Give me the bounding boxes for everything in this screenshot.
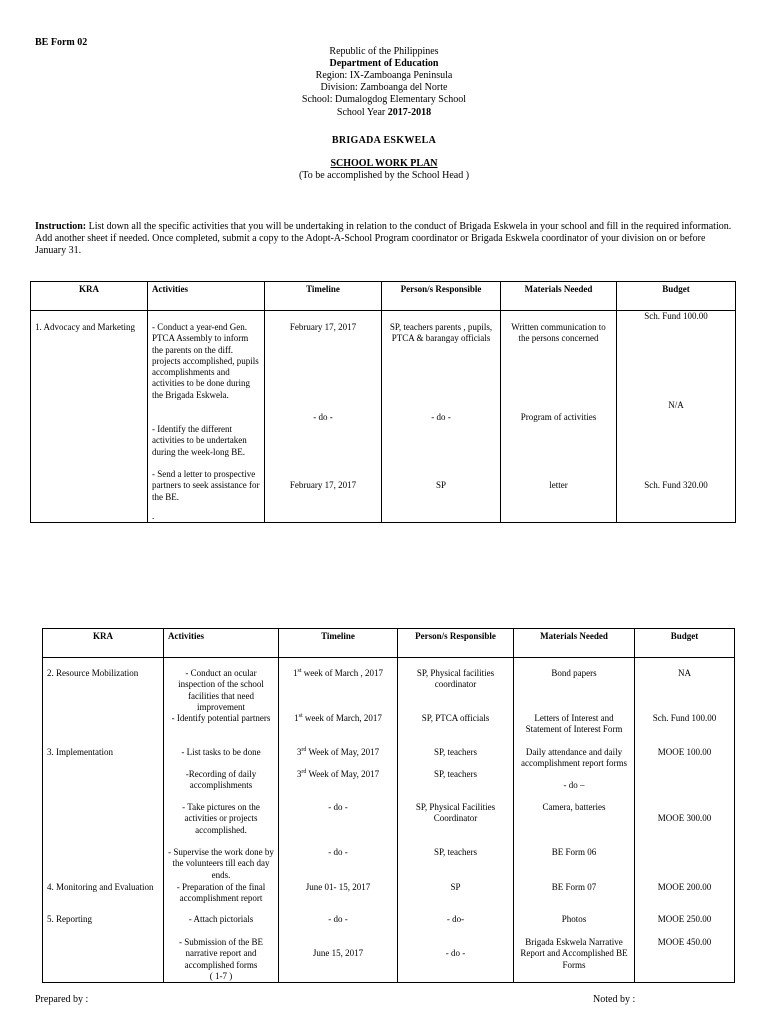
persons-text: SP, teachers <box>434 769 477 779</box>
activity-text: - Identify the different activities to be undertaken during the week-long BE. <box>152 424 247 457</box>
col-timeline: Timeline <box>265 282 382 311</box>
materials-cell <box>501 311 617 523</box>
col-materials: Materials Needed <box>501 282 617 311</box>
persons-cell <box>382 311 501 523</box>
timeline-text: - do - <box>313 412 333 422</box>
col-kra: KRA <box>43 629 164 658</box>
budget-text: MOOE 450.00 <box>657 937 712 947</box>
kra-text: 4. Monitoring and Evaluation <box>47 882 154 892</box>
persons-text: SP, Physical Facilities Coordinator <box>415 802 496 824</box>
timeline-text: June 15, 2017 <box>312 948 364 958</box>
col-budget: Budget <box>617 282 736 311</box>
materials-text: letter <box>549 480 568 490</box>
timeline-text: 1st week of March, 2017 <box>294 713 382 723</box>
persons-text: SP, teachers <box>434 847 477 857</box>
header-school: School: Dumalogdog Elementary School <box>301 94 467 105</box>
timeline-text: - do - <box>328 802 348 812</box>
kra-text: 2. Resource Mobilization <box>47 668 139 678</box>
materials-text: BE Form 06 <box>551 847 597 857</box>
col-kra: KRA <box>31 282 148 311</box>
budget-text: Sch. Fund 100.00 <box>644 311 708 321</box>
activity-text: - Send a letter to prospective partners to seek assistance for the BE. <box>152 469 260 502</box>
header-school-year: School Year 2017-2018 <box>336 107 432 118</box>
prepared-by-label: Prepared by : <box>35 994 89 1005</box>
activity-text: - Preparation of the final accomplishment report <box>176 882 266 904</box>
persons-text: SP <box>450 882 461 892</box>
activity-text: - Take pictures on the activities or projects accomplished. <box>182 802 260 835</box>
table-header-row <box>43 629 735 658</box>
form-number: BE Form 02 <box>35 37 88 48</box>
table-header-row <box>31 282 736 311</box>
persons-cell <box>398 658 514 983</box>
table-body-row <box>43 658 735 983</box>
materials-text: Letters of Interest and Statement of Interest Form <box>525 713 623 735</box>
kra-text: 3. Implementation <box>47 747 113 757</box>
budget-text: NA <box>678 668 691 678</box>
timeline-text: 1st week of March , 2017 <box>293 668 383 678</box>
header-department: Department of Education <box>329 58 439 69</box>
budget-text: MOOE 300.00 <box>657 813 712 823</box>
col-activities: Activities <box>148 282 265 311</box>
timeline-text: 3rd Week of May, 2017 <box>296 769 380 779</box>
persons-text: SP, PTCA officials <box>421 713 490 723</box>
materials-text: Camera, batteries <box>542 802 606 812</box>
timeline-text: February 17, 2017 <box>289 322 357 332</box>
activity-text: - Submission of the BE narrative report and accomplished forms <box>178 937 263 970</box>
persons-text: - do- <box>446 914 465 924</box>
timeline-text: June 01- 15, 2017 <box>305 882 371 892</box>
persons-text: SP <box>435 480 446 490</box>
materials-cell <box>514 658 635 983</box>
plan-subtitle: (To be accomplished by the School Head ) <box>298 170 470 181</box>
budget-text: MOOE 100.00 <box>657 747 712 757</box>
budget-text: N/A <box>668 400 684 410</box>
instruction-paragraph: Instruction: List down all the specific activities that you will be undertaking in relation to the conduct of Brigada Eskwela in your school and fill in the required information. Add another sheet if needed. Once completed, submit a copy to the Adopt-A-School Program coordinator or Brigada Eskwela coordinator of your division on or before January 31. <box>35 221 732 256</box>
kra-text: 5. Reporting <box>47 914 92 924</box>
persons-text: SP, Physical facilities coordinator <box>416 668 495 690</box>
col-persons: Person/s Responsible <box>398 629 514 658</box>
materials-text: BE Form 07 <box>551 882 597 892</box>
noted-by-label: Noted by : <box>593 994 636 1005</box>
kra-text: 1. Advocacy and Marketing <box>35 322 135 332</box>
activity-text: - Conduct an ocular inspection of the school facilities that need improvement <box>178 668 264 712</box>
timeline-text: 3rd Week of May, 2017 <box>296 747 380 757</box>
activities-cell <box>164 658 279 983</box>
materials-text: - do – <box>563 780 585 790</box>
materials-text: Bond papers <box>551 668 597 678</box>
activity-text: . <box>152 511 155 521</box>
header-region: Region: IX-Zamboanga Peninsula <box>315 70 453 81</box>
work-plan-table-2 <box>42 628 735 983</box>
col-materials: Materials Needed <box>514 629 635 658</box>
program-title: BRIGADA ESKWELA <box>331 135 437 146</box>
persons-text: SP, teachers parents , pupils, PTCA & barangay officials <box>389 322 493 344</box>
timeline-cell <box>265 311 382 523</box>
budget-text: Sch. Fund 100.00 <box>652 713 717 723</box>
col-budget: Budget <box>635 629 735 658</box>
activities-cell <box>148 311 265 523</box>
timeline-cell <box>279 658 398 983</box>
persons-text: SP, teachers <box>434 747 477 757</box>
budget-text: MOOE 250.00 <box>657 914 712 924</box>
budget-text: Sch. Fund 320.00 <box>644 480 708 490</box>
persons-text: - do - <box>431 412 451 422</box>
activity-text: - Attach pictorials <box>188 914 254 924</box>
activity-text: - List tasks to be done <box>181 747 261 757</box>
budget-cell <box>617 311 736 523</box>
activity-text: - Identify potential partners <box>171 713 271 723</box>
timeline-text: - do - <box>328 847 348 857</box>
materials-text: Written communication to the persons concerned <box>511 322 606 344</box>
materials-text: Daily attendance and daily accomplishment report forms <box>521 747 627 769</box>
header-republic: Republic of the Philippines <box>329 46 439 57</box>
plan-title: SCHOOL WORK PLAN <box>330 158 438 169</box>
header-division: Division: Zamboanga del Norte <box>320 82 448 93</box>
col-activities: Activities <box>164 629 279 658</box>
activity-text: - Conduct a year-end Gen. PTCA Assembly to inform the parents on the diff. projects accomplished, pupils accomplishments and activities to be done during the Brigada Eskwela. <box>152 322 259 400</box>
kra-cell <box>31 311 148 523</box>
kra-cell <box>43 658 164 983</box>
materials-text: Photos <box>561 914 587 924</box>
table-row <box>31 311 736 523</box>
activity-text: - Supervise the work done by the volunteers till each day ends. <box>168 847 274 880</box>
materials-text: Brigada Eskwela Narrative Report and Accomplished BE Forms <box>520 937 628 970</box>
budget-cell <box>635 658 735 983</box>
work-plan-table-1 <box>30 281 736 523</box>
budget-text: MOOE 200.00 <box>657 882 712 892</box>
activity-text: -Recording of daily accomplishments <box>185 769 257 791</box>
activity-text: ( 1-7 ) <box>209 971 233 981</box>
col-timeline: Timeline <box>279 629 398 658</box>
persons-text: - do - <box>445 948 466 958</box>
timeline-text: - do - <box>328 914 348 924</box>
col-persons: Person/s Responsible <box>382 282 501 311</box>
materials-text: Program of activities <box>520 412 597 422</box>
timeline-text: February 17, 2017 <box>289 480 357 490</box>
